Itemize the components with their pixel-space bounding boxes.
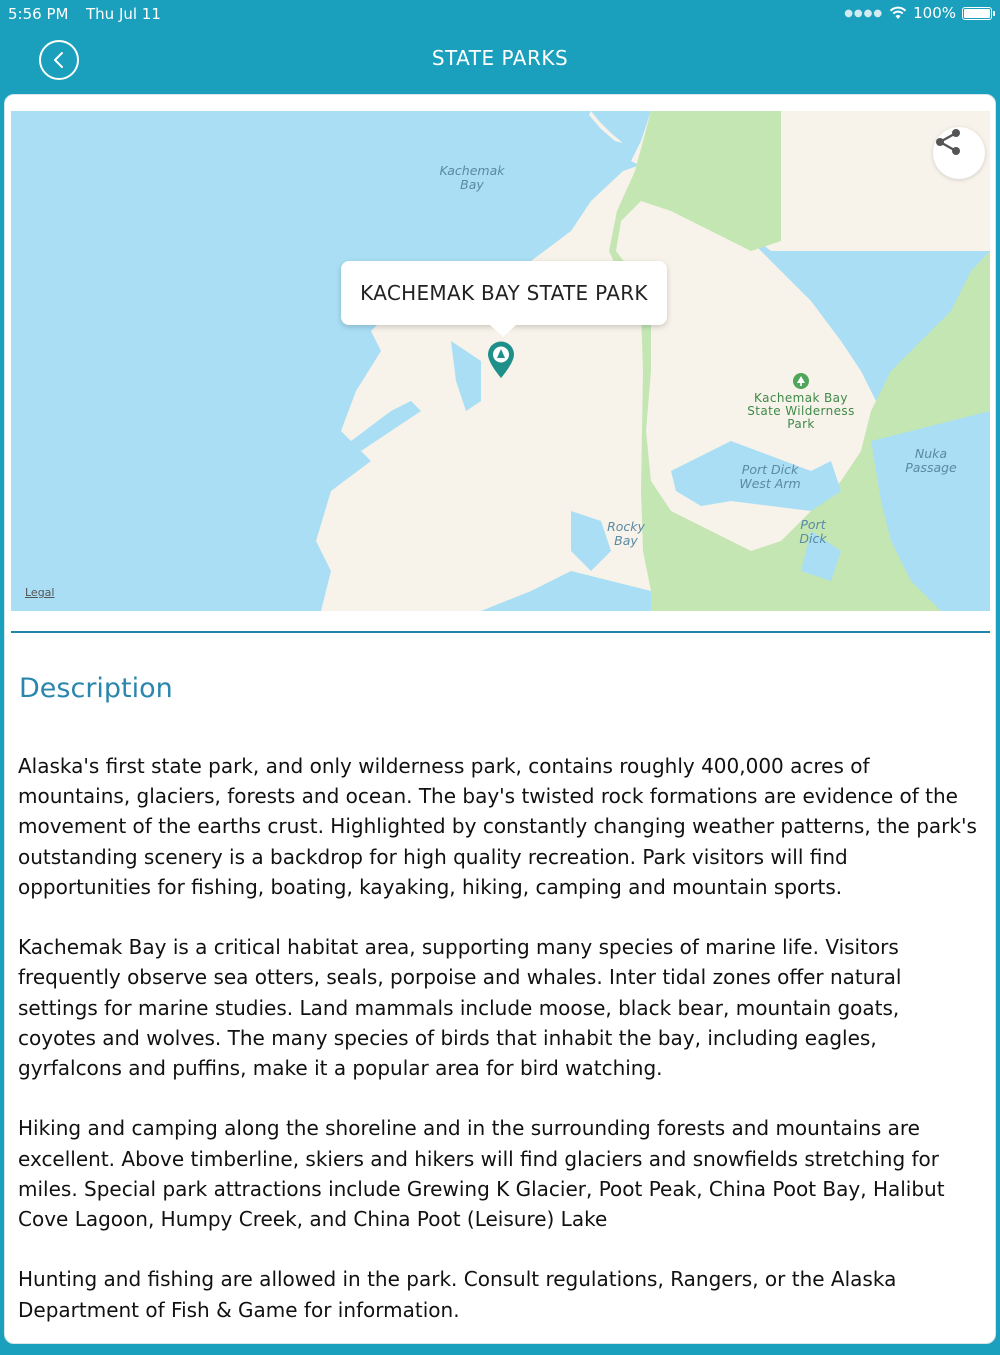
map-label-port-dick: Port Dick xyxy=(799,517,827,546)
map-callout[interactable]: KACHEMAK BAY STATE PARK xyxy=(341,261,667,325)
map-label-park: Kachemak Bay State Wilderness Park xyxy=(747,391,855,431)
description-paragraph: Alaska's first state park, and only wilderness park, contains roughly 400,000 acres of mountains, glaciers, forests and ocean. The bay's twisted rock formations are evidence of the movement of the earths crust. Highlighted by constantly changing weather patterns, the park's outstanding scenery is a backdrop for high quality recreation. Park visitors will find opportunities for fishing, boating, kayaking, hiking, camping and mountain sports. xyxy=(18,754,977,899)
signal-dots-icon: ●●●● xyxy=(844,7,884,19)
status-time: 5:56 PM xyxy=(8,5,69,23)
description-body xyxy=(18,751,983,1355)
map-legal-link[interactable]: Legal xyxy=(25,586,55,599)
nav-title: STATE PARKS xyxy=(431,46,569,70)
description-paragraph: Hiking and camping along the shoreline and in the surrounding forests and mountains are excellent. Above timberline, skiers and hikers will find glaciers and snowfields stretching for miles. Special park attractions include Grewing K Glacier, Poot Peak, China Poot Bay, Halibut Cove Lagoon, Humpy Creek, and China Poot (Leisure) Lake xyxy=(18,1116,945,1232)
status-date: Thu Jul 11 xyxy=(86,5,161,23)
map-pin-icon[interactable] xyxy=(487,341,515,379)
map-label-rocky-bay: Rocky Bay xyxy=(607,519,645,548)
battery-icon xyxy=(962,7,992,20)
share-button[interactable] xyxy=(933,127,985,179)
map-label-kachemak-bay: Kachemak Bay xyxy=(439,163,505,192)
wifi-icon xyxy=(889,6,907,20)
map-label-port-dick-west-arm: Port Dick West Arm xyxy=(739,462,801,491)
nav-bar xyxy=(0,28,1000,92)
status-indicators xyxy=(844,4,992,22)
description-paragraph: Kachemak Bay is a critical habitat area, supporting many species of marine life. Visitors frequently observe sea otters, seals, porpoise and whales. Inter tidal zones offer natural settings for marine studies. Land mammals include moose, black bear, mountain goats, coyotes and wolves. The many species of birds that inhabit the bay, including eagles, gyrfalcons and puffins, make it a popular area for bird watching. xyxy=(18,935,902,1081)
park-tree-icon xyxy=(792,372,810,390)
battery-percent: 100% xyxy=(913,4,956,22)
map-label-nuka-passage: Nuka Passage xyxy=(905,446,957,475)
status-bar xyxy=(0,0,1000,28)
description-paragraph: Hunting and fishing are allowed in the park. Consult regulations, Rangers, or the Alaska Department of Fish & Game for information. xyxy=(18,1267,897,1322)
section-divider xyxy=(11,631,990,633)
content-card xyxy=(4,94,996,1344)
map-view[interactable] xyxy=(11,111,990,611)
description-title: Description xyxy=(19,673,173,704)
share-icon xyxy=(933,127,963,157)
